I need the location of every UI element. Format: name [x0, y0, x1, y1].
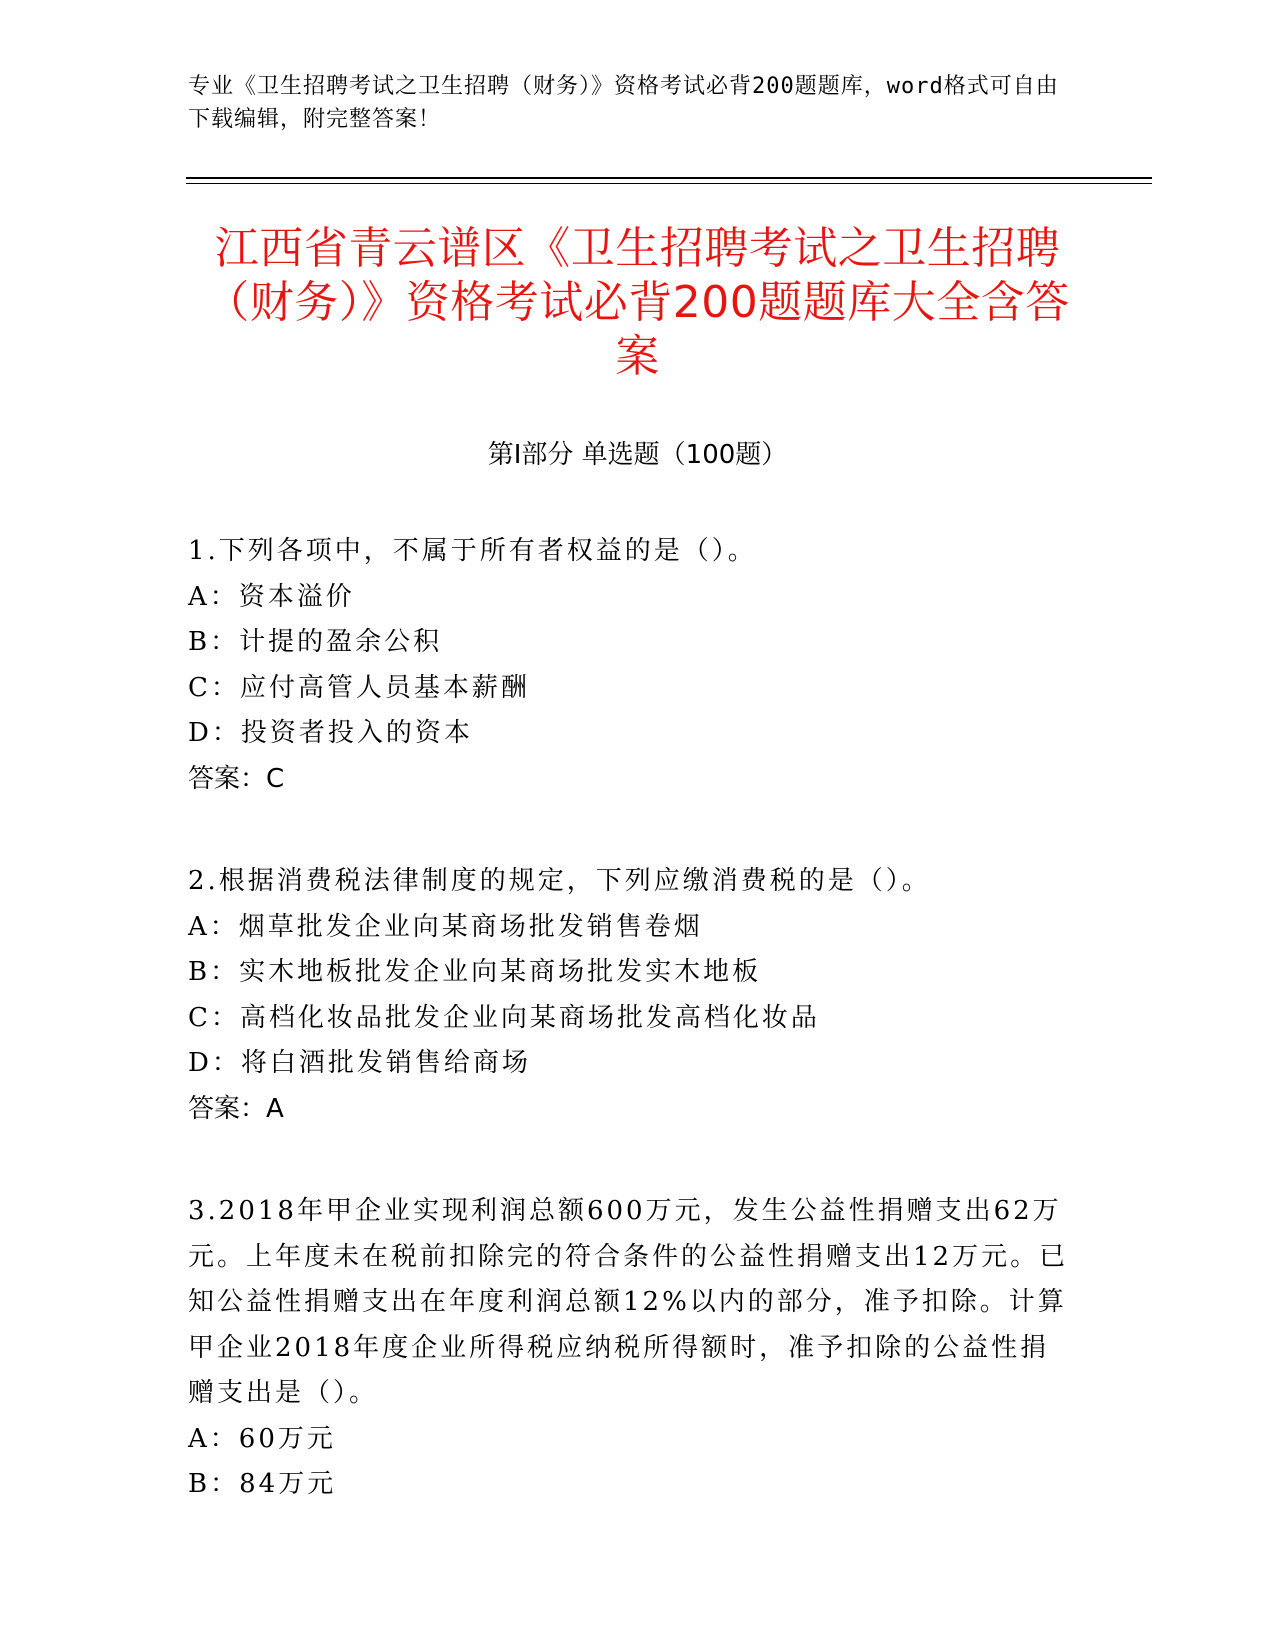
section-heading: 第Ⅰ部分 单选题（100题） [487, 440, 788, 470]
option-a: A：60万元 [188, 1423, 336, 1454]
question-list [188, 529, 1078, 1565]
option-b: B：实木地板批发企业向某商场批发实木地板 [188, 957, 762, 987]
option-c: C：高档化妆品批发企业向某商场批发高档化妆品 [188, 1002, 820, 1033]
question-stem: 1.下列各项中，不属于所有者权益的是（）。 [188, 536, 757, 566]
header-note: 专业《卫生招聘考试之卫生招聘（财务）》资格考试必背200题题库，word格式可自由下载编辑，附完整答案！ [188, 74, 1059, 132]
header-rule-thin [186, 183, 1152, 184]
question-stem: 2.根据消费税法律制度的规定，下列应缴消费税的是（）。 [188, 866, 931, 896]
option-d: D：投资者投入的资本 [188, 718, 473, 748]
option-b: B：计提的盈余公积 [188, 627, 443, 657]
option-d: D：将白酒批发销售给商场 [188, 1048, 531, 1078]
option-a: A：烟草批发企业向某商场批发销售卷烟 [188, 911, 703, 942]
answer: 答案：A [188, 1093, 284, 1124]
header-rule-thick [186, 177, 1152, 179]
answer: 答案：C [188, 763, 285, 794]
question-3 [188, 1189, 1078, 1508]
question-1 [188, 529, 1078, 802]
document-title: 江西省青云谱区《卫生招聘考试之卫生招聘（财务）》资格考试必背200题题库大全含答案 [205, 223, 1070, 382]
question-stem: 3.2018年甲企业实现利润总额600万元，发生公益性捐赠支出62万元。上年度未在税前扣除完的符合条件的公益性捐赠支出12万元。已知公益性捐赠支出在年度利润总额12%以内的部分，准予扣除。计算甲企业2018年度企业所得税应纳税所得额时，准予扣除的公益性捐赠支出是（）。 [188, 1196, 1069, 1408]
question-2 [188, 859, 1078, 1132]
option-b: B：84万元 [188, 1469, 337, 1499]
option-c: C：应付高管人员基本薪酬 [188, 672, 530, 703]
option-a: A：资本溢价 [188, 581, 355, 612]
